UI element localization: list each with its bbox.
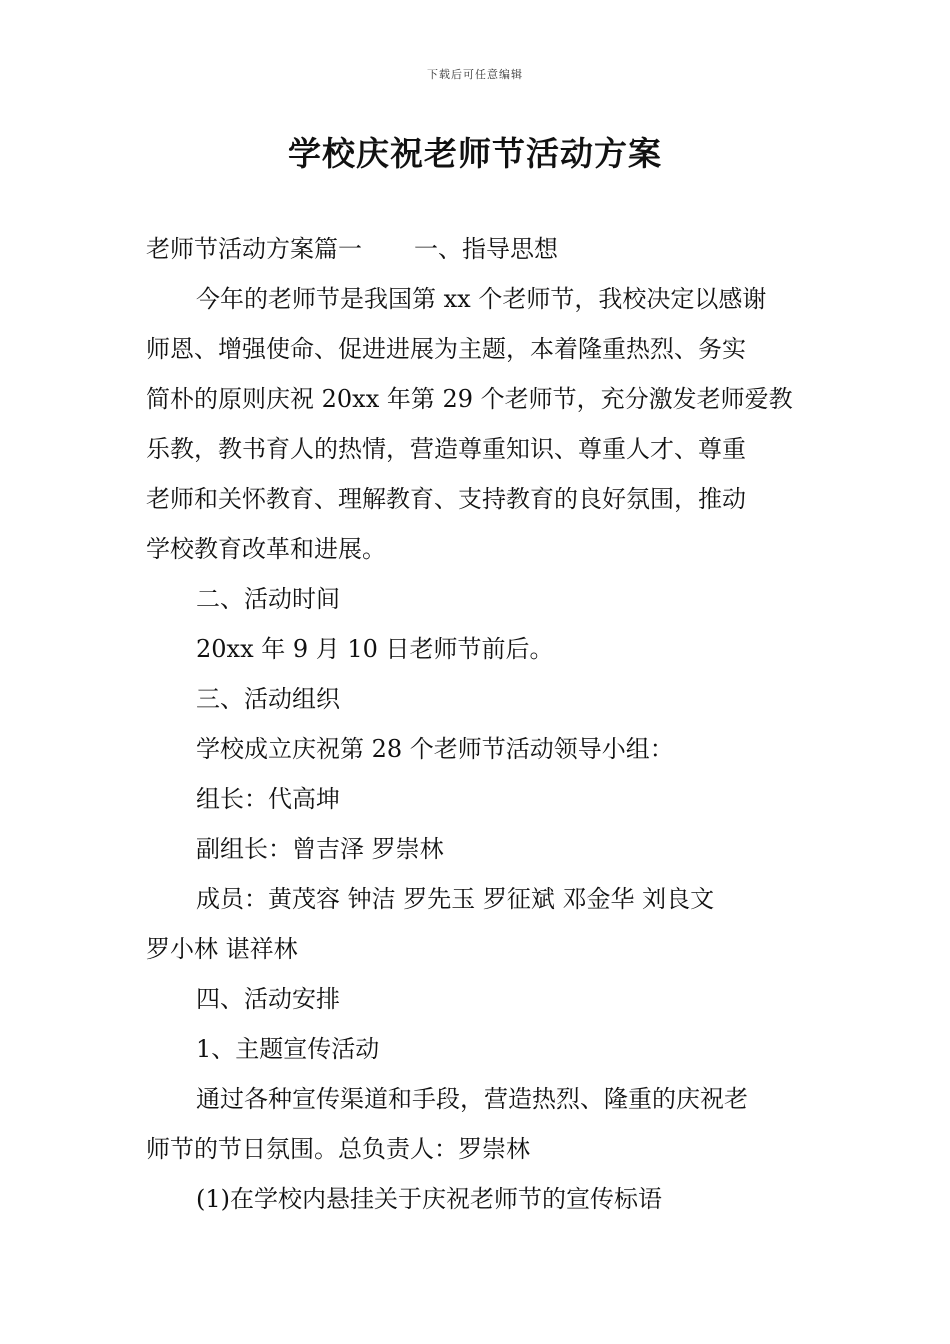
section-heading: 四、活动安排 xyxy=(196,985,340,1013)
paragraph-line: 乐教，教书育人的热情，营造尊重知识、尊重人才、尊重 xyxy=(146,435,746,463)
document-title: 学校庆祝老师节活动方案 xyxy=(288,134,662,173)
header-note: 下载后可任意编辑 xyxy=(427,68,523,81)
section-heading-label: 老师节活动方案篇一 xyxy=(146,235,362,263)
paragraph-line: 成员：黄茂容 钟洁 罗先玉 罗征斌 邓金华 刘良文 xyxy=(196,885,715,913)
paragraph-line: 罗小林 谌祥林 xyxy=(146,935,298,963)
paragraph-line: 师节的节日氛围。总负责人：罗崇林 xyxy=(146,1135,530,1163)
paragraph-line: (1)在学校内悬挂关于庆祝老师节的宣传标语 xyxy=(196,1185,662,1213)
section-heading: 二、活动时间 xyxy=(196,585,340,613)
paragraph-line: 今年的老师节是我国第 xx 个老师节，我校决定以感谢 xyxy=(196,285,767,313)
paragraph-line: 20xx 年 9 月 10 日老师节前后。 xyxy=(196,635,554,663)
paragraph-line: 通过各种宣传渠道和手段，营造热烈、隆重的庆祝老 xyxy=(196,1085,748,1113)
paragraph-line: 学校教育改革和进展。 xyxy=(146,535,386,563)
paragraph-line: 学校成立庆祝第 28 个老师节活动领导小组： xyxy=(196,735,674,763)
paragraph-line xyxy=(146,224,806,274)
paragraph-line: 老师和关怀教育、理解教育、支持教育的良好氛围，推动 xyxy=(146,485,746,513)
subsection-heading: 1、主题宣传活动 xyxy=(196,1035,380,1063)
section-heading: 三、活动组织 xyxy=(196,685,340,713)
paragraph-line: 师恩、增强使命、促进进展为主题，本着隆重热烈、务实 xyxy=(146,335,746,363)
paragraph-line: 副组长：曾吉泽 罗崇林 xyxy=(196,835,444,863)
paragraph-line: 组长：代高坤 xyxy=(196,785,340,813)
paragraph-line: 简朴的原则庆祝 20xx 年第 29 个老师节，充分激发老师爱教 xyxy=(146,385,793,413)
section-heading: 一、指导思想 xyxy=(414,235,558,263)
document-body xyxy=(146,224,806,1224)
